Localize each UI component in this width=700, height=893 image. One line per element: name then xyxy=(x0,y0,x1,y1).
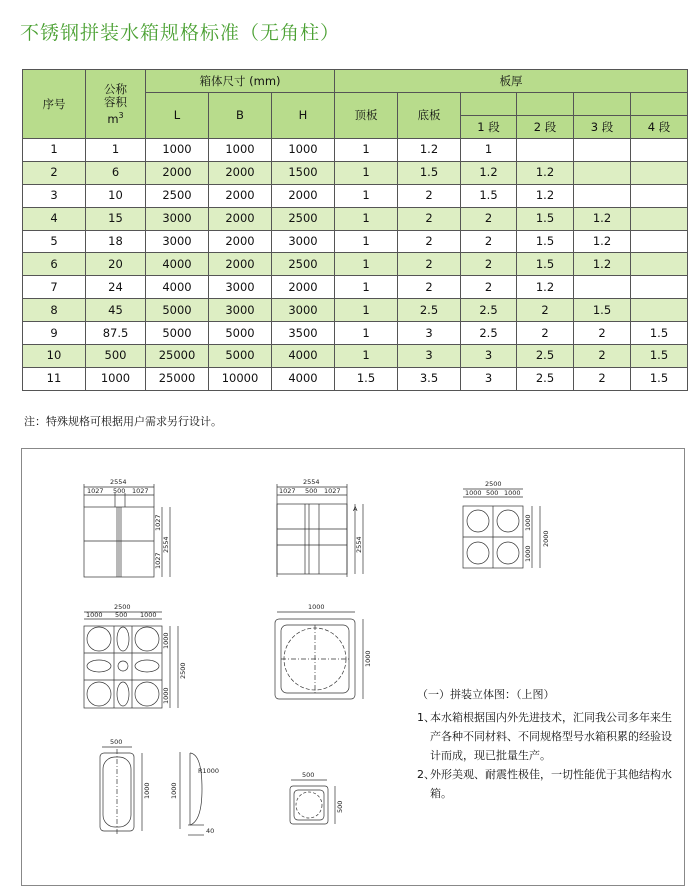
table-cell: 2.5 xyxy=(517,367,574,390)
table-cell: 2 xyxy=(398,207,461,230)
table-cell: 1.2 xyxy=(517,184,574,207)
table-cell: 2000 xyxy=(209,184,272,207)
table-cell: 4000 xyxy=(272,345,335,368)
table-cell xyxy=(574,139,631,162)
table-cell: 2.5 xyxy=(398,299,461,322)
table-cell: 3 xyxy=(461,367,517,390)
header-volume-line2: 容积 xyxy=(104,94,127,109)
assembly-description xyxy=(417,685,677,803)
drawing-7 xyxy=(180,752,204,835)
header-seg4: 4 段 xyxy=(631,116,688,139)
table-cell: 1 xyxy=(335,184,398,207)
item-text: 外形美观、耐震性极佳，一切性能优于其他结构水箱。 xyxy=(430,768,672,800)
header-seg1: 1 段 xyxy=(461,116,517,139)
table-cell: 5000 xyxy=(209,345,272,368)
table-cell: 25000 xyxy=(146,345,209,368)
table-row xyxy=(23,230,688,253)
table-cell: 3000 xyxy=(272,230,335,253)
d7-radius: R1000 xyxy=(198,767,220,775)
table-cell: 1.2 xyxy=(398,139,461,162)
table-cell xyxy=(631,207,688,230)
d1-seg-b: 500 xyxy=(113,487,126,495)
table-cell: 1 xyxy=(335,161,398,184)
table-cell: 87.5 xyxy=(86,322,146,345)
table-cell: 1.5 xyxy=(631,367,688,390)
table-cell xyxy=(631,253,688,276)
table-cell xyxy=(574,184,631,207)
description-title: （一）拼装立体图：（上图） xyxy=(417,688,555,701)
table-cell: 2500 xyxy=(272,253,335,276)
header-size-group: 箱体尺寸 (mm) xyxy=(146,70,335,93)
d2-seg-a: 1027 xyxy=(279,487,296,495)
table-row xyxy=(23,276,688,299)
table-cell: 2.5 xyxy=(517,345,574,368)
table-cell: 2 xyxy=(398,253,461,276)
table-cell: 1.2 xyxy=(517,276,574,299)
table-row xyxy=(23,345,688,368)
table-cell: 4000 xyxy=(146,253,209,276)
d8-width: 500 xyxy=(302,771,315,779)
d1-side-c: 1027 xyxy=(154,552,162,569)
table-cell: 1 xyxy=(335,230,398,253)
table-cell: 2 xyxy=(461,230,517,253)
d5-height: 1000 xyxy=(364,650,372,667)
table-cell: 8 xyxy=(23,299,86,322)
table-cell: 3 xyxy=(398,322,461,345)
d4-seg-a: 1000 xyxy=(86,611,103,619)
table-cell: 4 xyxy=(23,207,86,230)
table-cell: 2000 xyxy=(272,184,335,207)
d1-side-a: 1027 xyxy=(154,514,162,531)
item-text: 本水箱根据国内外先进技术，汇同我公司多年来生产各种不同材料、不同规格型号水箱积累的经验设计而成，现已批量生产。 xyxy=(430,711,672,762)
header-H: H xyxy=(272,93,335,139)
table-cell: 25000 xyxy=(146,367,209,390)
table-cell: 10000 xyxy=(209,367,272,390)
table-cell: 5000 xyxy=(146,322,209,345)
table-cell: 1.5 xyxy=(335,367,398,390)
d2-side-total: 2554 xyxy=(355,536,363,553)
table-cell: 500 xyxy=(86,345,146,368)
table-cell xyxy=(631,139,688,162)
table-cell: 45 xyxy=(86,299,146,322)
table-cell: 1 xyxy=(335,322,398,345)
table-cell: 3500 xyxy=(272,322,335,345)
table-cell: 3000 xyxy=(209,299,272,322)
table-cell: 5000 xyxy=(209,322,272,345)
d3-side-total: 2000 xyxy=(542,530,550,547)
header-seg2: 2 段 xyxy=(517,116,574,139)
d1-seg-a: 1027 xyxy=(87,487,104,495)
d3-seg-a: 1000 xyxy=(465,489,482,497)
drawing-2 xyxy=(277,484,363,577)
table-cell: 3000 xyxy=(146,207,209,230)
table-cell: 1 xyxy=(335,299,398,322)
table-cell: 6 xyxy=(23,253,86,276)
spec-table xyxy=(22,69,688,391)
table-cell: 2 xyxy=(23,161,86,184)
table-row xyxy=(23,207,688,230)
table-row xyxy=(23,322,688,345)
description-item-2 xyxy=(417,765,677,803)
table-cell xyxy=(631,230,688,253)
drawing-3-labels xyxy=(465,480,550,562)
table-cell: 3.5 xyxy=(398,367,461,390)
table-row xyxy=(23,139,688,162)
drawing-6 xyxy=(100,747,142,834)
table-cell xyxy=(574,276,631,299)
d3-seg-c: 1000 xyxy=(504,489,521,497)
table-cell: 2 xyxy=(398,184,461,207)
table-cell: 4000 xyxy=(146,276,209,299)
table-cell: 2000 xyxy=(146,161,209,184)
table-cell: 1 xyxy=(23,139,86,162)
table-cell: 3000 xyxy=(146,230,209,253)
table-row xyxy=(23,367,688,390)
table-cell: 10 xyxy=(23,345,86,368)
page-title: 不锈钢拼装水箱规格标准（无角柱） xyxy=(20,22,341,44)
table-cell: 2 xyxy=(461,276,517,299)
table-cell: 1 xyxy=(335,253,398,276)
table-cell: 2 xyxy=(574,367,631,390)
d1-seg-c: 1027 xyxy=(132,487,149,495)
table-cell: 2 xyxy=(398,276,461,299)
table-cell: 1.2 xyxy=(574,253,631,276)
table-cell: 1.5 xyxy=(517,253,574,276)
table-cell: 1 xyxy=(335,276,398,299)
d1-side-total: 2554 xyxy=(162,536,170,553)
d3-side-b: 1000 xyxy=(524,545,532,562)
header-bottom: 底板 xyxy=(398,93,461,139)
table-row xyxy=(23,161,688,184)
table-cell: 2 xyxy=(574,345,631,368)
table-cell: 2000 xyxy=(209,161,272,184)
table-cell: 2 xyxy=(574,322,631,345)
item-number: 1、 xyxy=(417,711,435,724)
d6-height: 1000 xyxy=(143,782,151,799)
table-cell: 2.5 xyxy=(461,322,517,345)
table-cell: 3 xyxy=(23,184,86,207)
table-cell: 2500 xyxy=(272,207,335,230)
header-volume-line1: 公称 xyxy=(104,81,127,96)
table-cell: 1.5 xyxy=(631,345,688,368)
table-cell: 1.5 xyxy=(398,161,461,184)
table-cell: 1.5 xyxy=(631,322,688,345)
table-cell: 2000 xyxy=(209,253,272,276)
table-cell: 20 xyxy=(86,253,146,276)
d7-base: 40 xyxy=(206,827,215,835)
table-cell: 2 xyxy=(461,253,517,276)
table-cell: 3000 xyxy=(209,276,272,299)
drawing-5-labels xyxy=(308,603,372,667)
table-cell xyxy=(517,139,574,162)
table-cell: 1.5 xyxy=(517,207,574,230)
header-blank xyxy=(631,93,688,116)
table-cell: 2000 xyxy=(272,276,335,299)
table-cell: 6 xyxy=(86,161,146,184)
d6-width: 500 xyxy=(110,738,123,746)
table-cell: 1 xyxy=(335,345,398,368)
drawing-5 xyxy=(275,612,363,699)
table-cell: 1.2 xyxy=(574,207,631,230)
table-cell xyxy=(574,161,631,184)
table-cell: 2000 xyxy=(209,207,272,230)
d8-height: 500 xyxy=(336,800,344,813)
header-thickness-group: 板厚 xyxy=(335,70,688,93)
table-cell: 7 xyxy=(23,276,86,299)
table-cell: 2500 xyxy=(146,184,209,207)
drawing-2-labels xyxy=(279,478,363,553)
table-cell: 2.5 xyxy=(461,299,517,322)
table-cell: 1 xyxy=(335,207,398,230)
table-cell xyxy=(631,184,688,207)
table-cell: 2 xyxy=(517,322,574,345)
table-cell: 1 xyxy=(86,139,146,162)
drawing-8 xyxy=(290,780,335,824)
table-cell: 5000 xyxy=(146,299,209,322)
table-cell: 15 xyxy=(86,207,146,230)
table-cell: 11 xyxy=(23,367,86,390)
d5-width: 1000 xyxy=(308,603,325,611)
table-cell: 1000 xyxy=(209,139,272,162)
table-cell xyxy=(631,276,688,299)
d3-seg-b: 500 xyxy=(486,489,499,497)
drawing-panel xyxy=(21,448,685,886)
footnote: 注：特殊规格可根据用户需求另行设计。 xyxy=(24,415,222,428)
table-row xyxy=(23,253,688,276)
d1-total: 2554 xyxy=(110,478,127,486)
drawings-svg xyxy=(22,449,686,887)
table-cell: 1.5 xyxy=(517,230,574,253)
table-cell: 9 xyxy=(23,322,86,345)
d2-marker: A xyxy=(353,505,358,513)
table-cell: 1 xyxy=(335,139,398,162)
table-cell xyxy=(631,161,688,184)
d7-height: 1000 xyxy=(170,782,178,799)
table-cell: 1.2 xyxy=(461,161,517,184)
table-cell: 2 xyxy=(517,299,574,322)
table-cell: 1.5 xyxy=(461,184,517,207)
table-cell: 1500 xyxy=(272,161,335,184)
table-cell xyxy=(631,299,688,322)
item-number: 2、 xyxy=(417,768,435,781)
header-blank xyxy=(574,93,631,116)
table-cell: 4000 xyxy=(272,367,335,390)
table-cell: 1000 xyxy=(146,139,209,162)
table-cell: 1 xyxy=(461,139,517,162)
header-volume-unit xyxy=(86,109,145,126)
d2-total: 2554 xyxy=(303,478,320,486)
unit-sup: 3 xyxy=(118,110,124,120)
header-blank xyxy=(461,93,517,116)
table-cell: 10 xyxy=(86,184,146,207)
header-blank xyxy=(517,93,574,116)
d4-total: 2500 xyxy=(114,603,131,611)
d4-side-b: 1000 xyxy=(162,687,170,704)
table-cell: 1000 xyxy=(272,139,335,162)
table-cell: 1.5 xyxy=(574,299,631,322)
d4-seg-c: 1000 xyxy=(140,611,157,619)
header-seq: 序号 xyxy=(23,70,86,139)
table-cell: 3 xyxy=(461,345,517,368)
d2-seg-b: 500 xyxy=(305,487,318,495)
table-cell: 1000 xyxy=(86,367,146,390)
table-cell: 18 xyxy=(86,230,146,253)
table-cell: 24 xyxy=(86,276,146,299)
d4-seg-b: 500 xyxy=(115,611,128,619)
d4-side-a: 1000 xyxy=(162,632,170,649)
drawing-1-labels xyxy=(87,478,170,569)
header-seg3: 3 段 xyxy=(574,116,631,139)
table-cell: 3 xyxy=(398,345,461,368)
table-row xyxy=(23,299,688,322)
table-cell: 2 xyxy=(398,230,461,253)
table-cell: 5 xyxy=(23,230,86,253)
header-top: 顶板 xyxy=(335,93,398,139)
description-item-1 xyxy=(417,708,677,765)
table-cell: 1.2 xyxy=(574,230,631,253)
d3-total: 2500 xyxy=(485,480,502,488)
table-cell: 1.2 xyxy=(517,161,574,184)
table-cell: 3000 xyxy=(272,299,335,322)
d3-side-a: 1000 xyxy=(524,514,532,531)
d4-side-total: 2500 xyxy=(179,662,187,679)
table-cell: 2 xyxy=(461,207,517,230)
table-row xyxy=(23,184,688,207)
table-cell: 2000 xyxy=(209,230,272,253)
header-volume xyxy=(86,70,146,139)
header-B: B xyxy=(209,93,272,139)
unit-m: m xyxy=(107,111,119,126)
header-L: L xyxy=(146,93,209,139)
d2-seg-c: 1027 xyxy=(324,487,341,495)
